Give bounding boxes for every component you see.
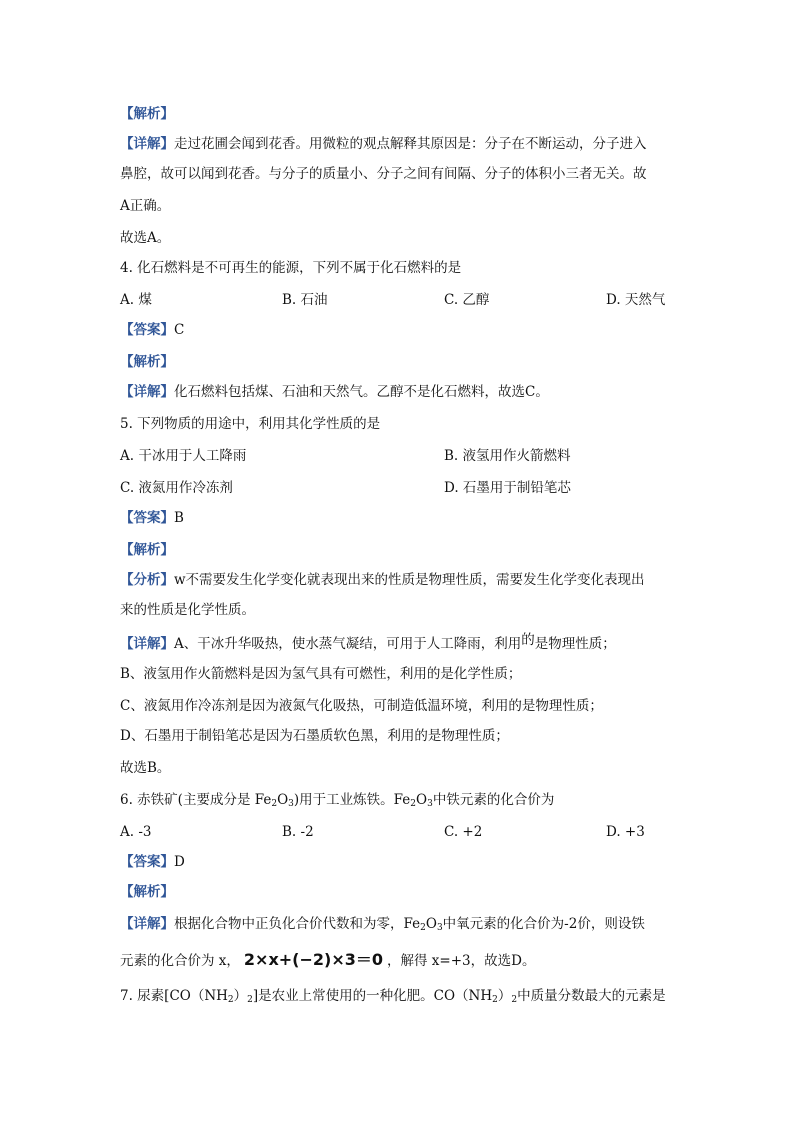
q3-detail-line-3: A正确。	[120, 198, 171, 214]
q5-analysis-line-2: 来的性质是化学性质。	[120, 602, 255, 618]
q6-stem: 6. 赤铁矿(主要成分是 $Fe_2O_3$)用于工业炼铁。$Fe_2O_3$中铁元素的化合价为	[120, 792, 555, 809]
q5-detail-c: C、液氮用作冷冻剂是因为液氮气化吸热，可制造低温环境，利用的是物理性质；	[120, 698, 603, 714]
q5-option-a: A. 干冰用于人工降雨	[120, 448, 247, 464]
q6-option-d: D. +3	[606, 824, 645, 840]
q5-conclusion: 故选B。	[120, 760, 171, 776]
q5-detail-a: 【详解】A、干冰升华吸热，使水蒸气凝结，可用于人工降雨，利用的是物理性质；	[120, 632, 616, 652]
q5-analysis-line-1: 【分析】w不需要发生化学变化就表现出来的性质是物理性质，需要发生化学变化表现出	[120, 572, 645, 588]
q4-option-d: D. 天然气	[606, 292, 666, 308]
q6-detail-line-1: 【详解】根据化合物中正负化合价代数和为零，$Fe_2O_3$中氧元素的化合价为-2价，则设铁	[120, 916, 645, 933]
q3-analysis-heading: 【解析】	[120, 106, 174, 122]
q3-detail-line-2: 鼻腔，故可以闻到花香。与分子的质量小、分子之间有间隔、分子的体积小三者无关。故	[120, 166, 647, 182]
q3-conclusion: 故选A。	[120, 230, 171, 246]
q4-stem: 4. 化石燃料是不可再生的能源，下列不属于化石燃料的是	[120, 260, 462, 276]
q6-answer: 【答案】D	[120, 854, 185, 870]
q4-option-b: B. 石油	[282, 292, 328, 308]
q6-option-c: C. +2	[444, 824, 483, 840]
q5-detail-d: D、石墨用于制铅笔芯是因为石墨质软色黑，利用的是物理性质；	[120, 728, 509, 744]
q6-analysis-heading: 【解析】	[120, 884, 174, 900]
q5-answer: 【答案】B	[120, 510, 184, 526]
q5-option-b: B. 液氢用作火箭燃料	[444, 448, 571, 464]
q6-detail-line-2: 元素的化合价为 x， 2×x+(−2)×3＝0 ，解得 x=+3，故选D。	[120, 950, 536, 969]
q4-analysis-heading: 【解析】	[120, 354, 174, 370]
q4-detail: 【详解】化石燃料包括煤、石油和天然气。乙醇不是化石燃料，故选C。	[120, 384, 549, 400]
q5-detail-b: B、液氢用作火箭燃料是因为氢气具有可燃性，利用的是化学性质；	[120, 666, 522, 682]
q5-option-d: D. 石墨用于制铅笔芯	[444, 480, 571, 496]
q4-answer: 【答案】C	[120, 322, 185, 338]
q6-option-b: B. -2	[282, 824, 314, 840]
q4-option-a: A. 煤	[120, 292, 152, 308]
q5-option-c: C. 液氮用作冷冻剂	[120, 480, 233, 496]
q6-option-a: A. -3	[120, 824, 152, 840]
q3-detail-line-1: 【详解】走过花圃会闻到花香。用微粒的观点解释其原因是：分子在不断运动，分子进入	[120, 136, 647, 152]
q6-formula: 2×x+(−2)×3＝0	[243, 950, 384, 969]
q7-stem: 7. 尿素$[CO(NH_2)_2]$是农业上常使用的一种化肥。$CO(NH_2)_2$中质量分数最大的元素是	[120, 988, 666, 1005]
q5-analysis-heading: 【解析】	[120, 542, 174, 558]
q5-stem: 5. 下列物质的用途中，利用其化学性质的是	[120, 416, 381, 432]
q4-option-c: C. 乙醇	[444, 292, 490, 308]
